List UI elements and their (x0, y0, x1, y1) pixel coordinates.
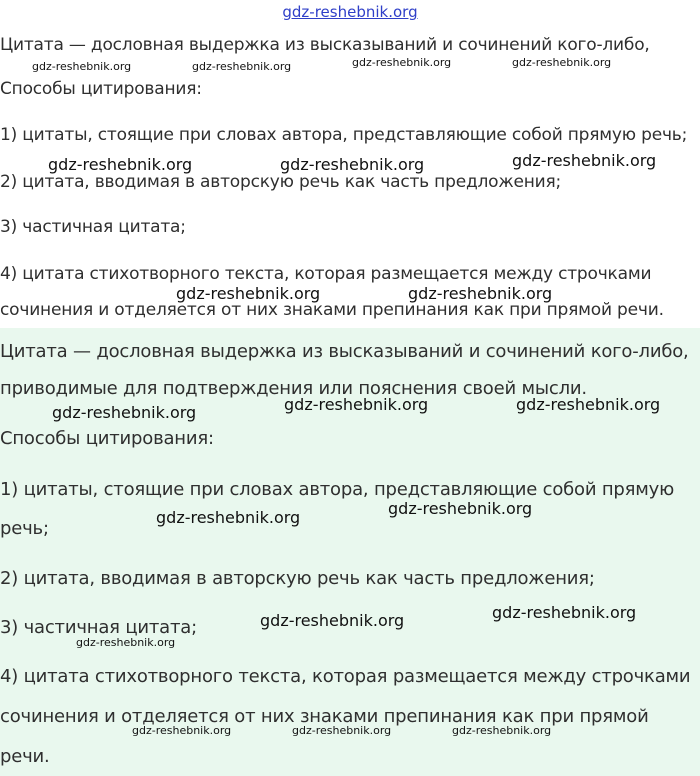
watermark-text: gdz-reshebnik.org (280, 155, 425, 174)
bottom-line-5: речь; (0, 518, 49, 539)
watermark-text: gdz-reshebnik.org (292, 724, 392, 737)
site-header-link[interactable]: gdz-reshebnik.org (282, 3, 418, 21)
watermark-text: gdz-reshebnik.org (408, 284, 553, 303)
top-line-3: 1) цитаты, стоящие при словах автора, представляющие собой прямую речь; (0, 125, 688, 145)
watermark-text: gdz-reshebnik.org (452, 724, 552, 737)
bottom-line-9: сочинения и отделяется от них знаками препинания как при прямой (0, 706, 649, 727)
bottom-line-6: 2) цитата, вводимая в авторскую речь как часть предложения; (0, 568, 595, 589)
bottom-line-7: 3) частичная цитата; (0, 617, 197, 638)
top-line-4: 2) цитата, вводимая в авторскую речь как часть предложения; (0, 172, 562, 192)
bottom-line-2: приводимые для подтверждения или пояснения своей мысли. (0, 378, 587, 399)
top-line-7: сочинения и отделяется от них знаками препинания как при прямой речи. (0, 300, 664, 320)
watermark-text: gdz-reshebnik.org (512, 151, 657, 170)
watermark-text: gdz-reshebnik.org (156, 508, 301, 527)
watermark-text: gdz-reshebnik.org (284, 395, 429, 414)
bottom-line-4: 1) цитаты, стоящие при словах автора, представляющие собой прямую (0, 479, 675, 500)
watermark-text: gdz-reshebnik.org (48, 155, 193, 174)
watermark-text: gdz-reshebnik.org (32, 60, 132, 73)
watermark-text: gdz-reshebnik.org (516, 395, 661, 414)
top-line-6: 4) цитата стихотворного текста, которая размещается между строчками (0, 264, 652, 284)
watermark-text: gdz-reshebnik.org (132, 724, 232, 737)
watermark-text: gdz-reshebnik.org (352, 56, 452, 69)
watermark-text: gdz-reshebnik.org (76, 636, 176, 649)
watermark-text: gdz-reshebnik.org (176, 284, 321, 303)
top-line-5: 3) частичная цитата; (0, 217, 186, 237)
bottom-line-3: Способы цитирования: (0, 428, 214, 449)
top-line-1: Цитата — дословная выдержка из высказываний и сочинений кого-либо, (0, 35, 650, 55)
bottom-text-block (0, 328, 700, 776)
bottom-line-10: речи. (0, 746, 50, 767)
watermark-text: gdz-reshebnik.org (192, 60, 292, 73)
bottom-line-1: Цитата — дословная выдержка из высказываний и сочинений кого-либо, (0, 341, 689, 362)
watermark-text: gdz-reshebnik.org (52, 403, 197, 422)
watermark-text: gdz-reshebnik.org (388, 499, 533, 518)
watermark-text: gdz-reshebnik.org (260, 611, 405, 630)
watermark-text: gdz-reshebnik.org (512, 56, 612, 69)
top-text-block (0, 0, 700, 328)
top-line-2: Способы цитирования: (0, 79, 202, 99)
watermark-text: gdz-reshebnik.org (492, 603, 637, 622)
bottom-line-8: 4) цитата стихотворного текста, которая размещается между строчками (0, 666, 691, 687)
